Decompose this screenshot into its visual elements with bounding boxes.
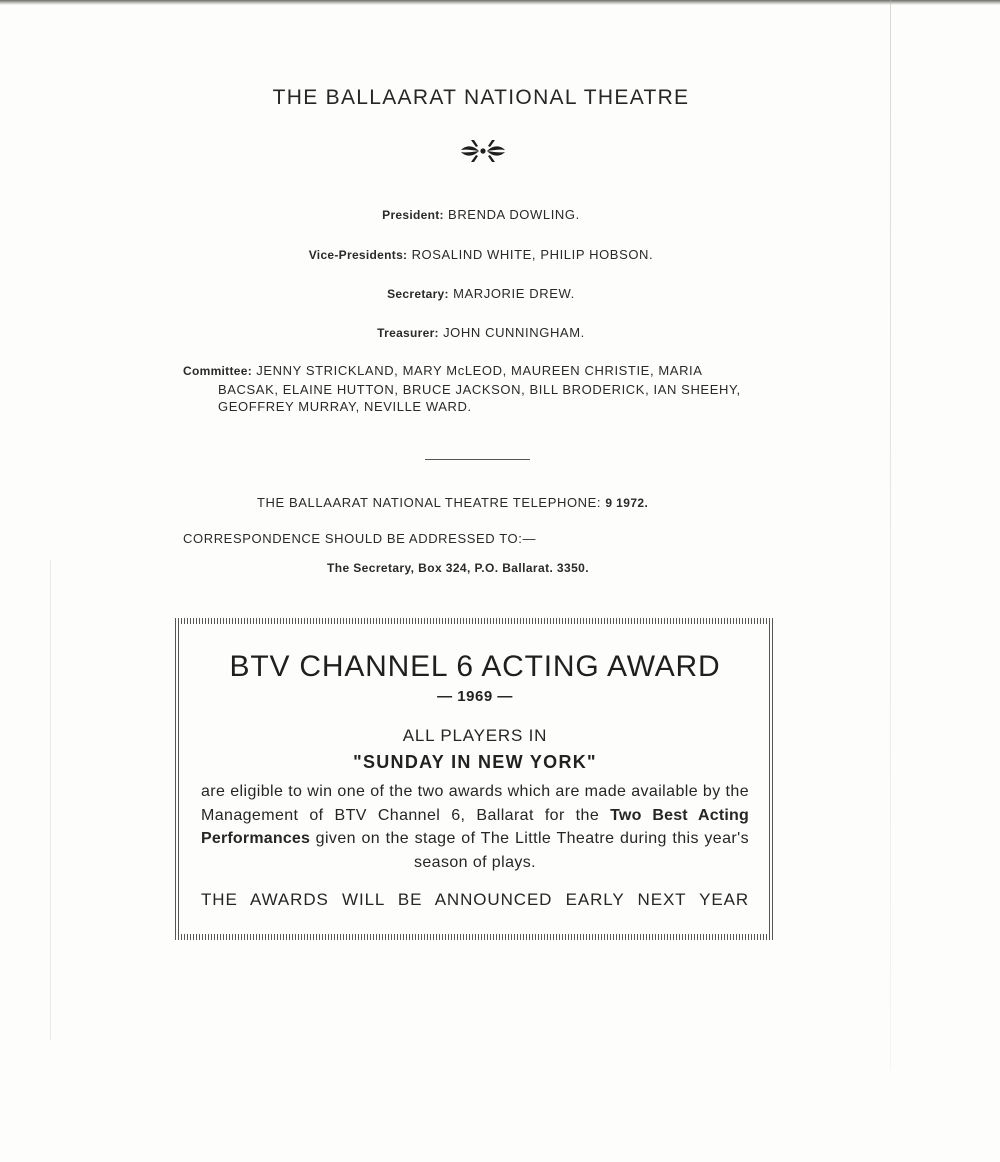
- committee-label: Committee:: [183, 364, 253, 378]
- treasurer-value: JOHN CUNNINGHAM.: [443, 325, 585, 340]
- committee-block: [183, 362, 778, 416]
- vice-presidents-line: [0, 247, 962, 262]
- address-text: The Secretary, Box 324, P.O. Ballarat. 3350.: [327, 561, 589, 575]
- award-description: [201, 780, 749, 874]
- description-part-1: are eligible to win one of the two awards which are made available by the Management of BTV Channel 6, Ballarat for the: [201, 783, 749, 824]
- award-year: — 1969 —: [437, 688, 513, 705]
- theatre-title: THE BALLAARAT NATIONAL THEATRE: [272, 86, 690, 109]
- award-announcement: THE AWARDS WILL BE ANNOUNCED EARLY NEXT YEAR: [201, 890, 749, 909]
- committee-line-2: BACSAK, ELAINE HUTTON, BRUCE JACKSON, BILL BRODERICK, IAN SHEEHY,: [218, 381, 741, 397]
- vice-presidents-value: ROSALIND WHITE, PHILIP HOBSON.: [411, 247, 654, 262]
- president-line: [0, 207, 962, 222]
- page-left-shadow: [50, 560, 51, 1040]
- telephone-text: THE BALLAARAT NATIONAL THEATRE TELEPHONE:: [257, 495, 602, 510]
- page-fold-line: [890, 0, 891, 1070]
- telephone-line: [257, 495, 648, 510]
- page-top-edge: [0, 0, 1000, 5]
- treasurer-label: Treasurer:: [377, 326, 439, 340]
- committee-line-1: JENNY STRICKLAND, MARY McLEOD, MAUREEN CHRISTIE, MARIA: [256, 363, 703, 378]
- committee-line-3: GEOFFREY MURRAY, NEVILLE WARD.: [218, 399, 472, 414]
- award-title: BTV CHANNEL 6 ACTING AWARD: [229, 650, 721, 683]
- address-line: [327, 560, 589, 575]
- vice-presidents-label: Vice-Presidents:: [308, 248, 408, 262]
- fleuron-ornament-icon: [455, 136, 511, 166]
- players-line: ALL PLAYERS IN: [402, 726, 548, 745]
- president-label: President:: [382, 208, 444, 222]
- section-divider: [425, 459, 530, 460]
- secretary-line: [0, 286, 962, 301]
- play-title: "SUNDAY IN NEW YORK": [353, 752, 597, 772]
- description-bold: Two Best Acting Performances: [201, 806, 749, 847]
- treasurer-line: [0, 325, 962, 340]
- correspondence-line: CORRESPONDENCE SHOULD BE ADDRESSED TO:—: [183, 531, 537, 546]
- president-value: BRENDA DOWLING.: [448, 207, 580, 222]
- description-part-2: given on the stage of The Little Theatre during this year's season of plays.: [315, 830, 749, 871]
- secretary-value: MARJORIE DREW.: [453, 286, 575, 301]
- secretary-label: Secretary:: [387, 287, 449, 301]
- telephone-number: 9 1972.: [605, 496, 649, 510]
- award-box: [175, 618, 775, 940]
